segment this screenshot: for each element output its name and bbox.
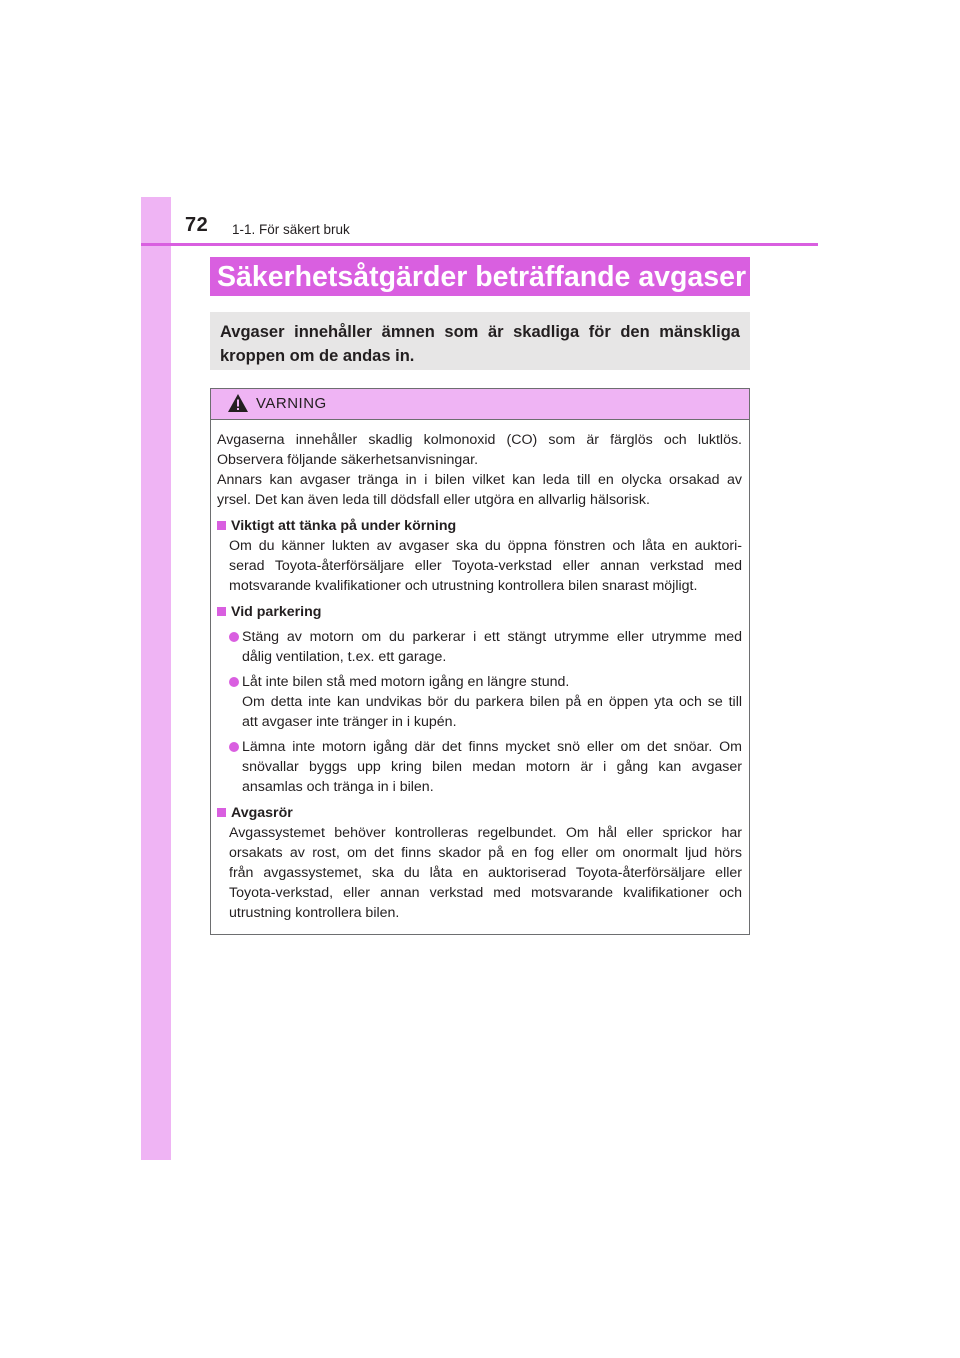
text-line: Toyota-verkstad, eller annan verkstad med motsvarande kvalifikationer och (229, 885, 742, 901)
subsection-heading-text: Avgasrör (231, 805, 293, 821)
subsection-text (217, 823, 742, 923)
square-bullet-icon (217, 521, 226, 530)
square-bullet-icon (217, 808, 226, 817)
text-line: Avgaserna innehåller skadlig kolmonoxid (CO) som är färglös och luktlös. (217, 432, 742, 448)
round-bullet-icon (229, 677, 239, 687)
text-line: serad Toyota-återförsäljare eller Toyota-verkstad eller annan verkstad med (229, 558, 742, 574)
text-line: Låt inte bilen stå med motorn igång en längre stund. (242, 674, 570, 690)
text-line: Om detta inte kan undvikas bör du parkera bilen på en öppen yta och se till (242, 694, 742, 710)
list-item (217, 737, 742, 797)
text-line: Avgassystemet behöver kontrolleras regelbundet. Om hål eller sprickor har (229, 825, 742, 841)
round-bullet-icon (229, 632, 239, 642)
text-line: utrustning kontrollera bilen. (229, 905, 400, 921)
side-color-band (141, 197, 171, 1160)
list-item (217, 627, 742, 667)
square-bullet-icon (217, 607, 226, 616)
intro-line: kroppen om de andas in. (220, 347, 415, 365)
text-line: ansamlas och tränga in i bilen. (242, 779, 434, 795)
warning-body (211, 420, 749, 923)
list-item (217, 672, 742, 732)
header-rule (141, 243, 818, 246)
warning-triangle-icon (227, 393, 249, 413)
text-line: dålig ventilation, t.ex. ett garage. (242, 649, 447, 665)
text-line: Lämna inte motorn igång där det finns mycket snö eller om det snöar. Om (242, 739, 742, 755)
text-line: motsvarande kvalifikationer och utrustning kontrollera bilen snarast möjligt. (229, 578, 698, 594)
warning-paragraph (217, 430, 742, 510)
warning-header (211, 389, 749, 420)
text-line: Om du känner lukten av avgaser ska du öppna fönstren och låta en auktori- (229, 538, 742, 554)
text-line: Observera följande säkerhetsanvisningar. (217, 452, 479, 468)
subsection-heading-text: Viktigt att tänka på under körning (231, 518, 457, 534)
subsection-heading (217, 516, 742, 536)
page-title: Säkerhetsåtgärder beträffande avgaser (217, 261, 747, 293)
page-title-bar (210, 257, 750, 296)
intro-line: Avgaser innehåller ämnen som är skadliga för den mänskliga (220, 323, 740, 341)
text-line: Annars kan avgaser tränga in i bilen vilket kan leda till en olycka orsakad av (217, 472, 742, 488)
round-bullet-icon (229, 742, 239, 752)
subsection-text (217, 536, 742, 596)
text-line: orsakats av rost, om det finns skador på en fog eller om onormalt ljud hörs (229, 845, 742, 861)
warning-box (210, 388, 750, 935)
intro-text (220, 320, 740, 368)
text-line: från avgassystemet, ska du låta en auktoriserad Toyota-återförsäljare eller (229, 865, 742, 881)
subsection-heading-text: Vid parkering (231, 604, 322, 620)
section-label: 1-1. För säkert bruk (232, 222, 350, 237)
page-number: 72 (185, 214, 209, 236)
text-line: att avgaser inte tränger in i kupén. (242, 714, 457, 730)
subsection-heading (217, 803, 742, 823)
text-line: Stäng av motorn om du parkerar i ett stängt utrymme eller utrymme med (242, 629, 742, 645)
intro-box (210, 312, 750, 370)
text-line: snövallar byggs upp kring bilen medan motorn är i gång kan avgaser (242, 759, 742, 775)
warning-label: VARNING (256, 395, 327, 412)
text-line: yrsel. Det kan även leda till dödsfall eller utgöra en allvarlig hälsorisk. (217, 492, 650, 508)
subsection-heading (217, 602, 742, 622)
